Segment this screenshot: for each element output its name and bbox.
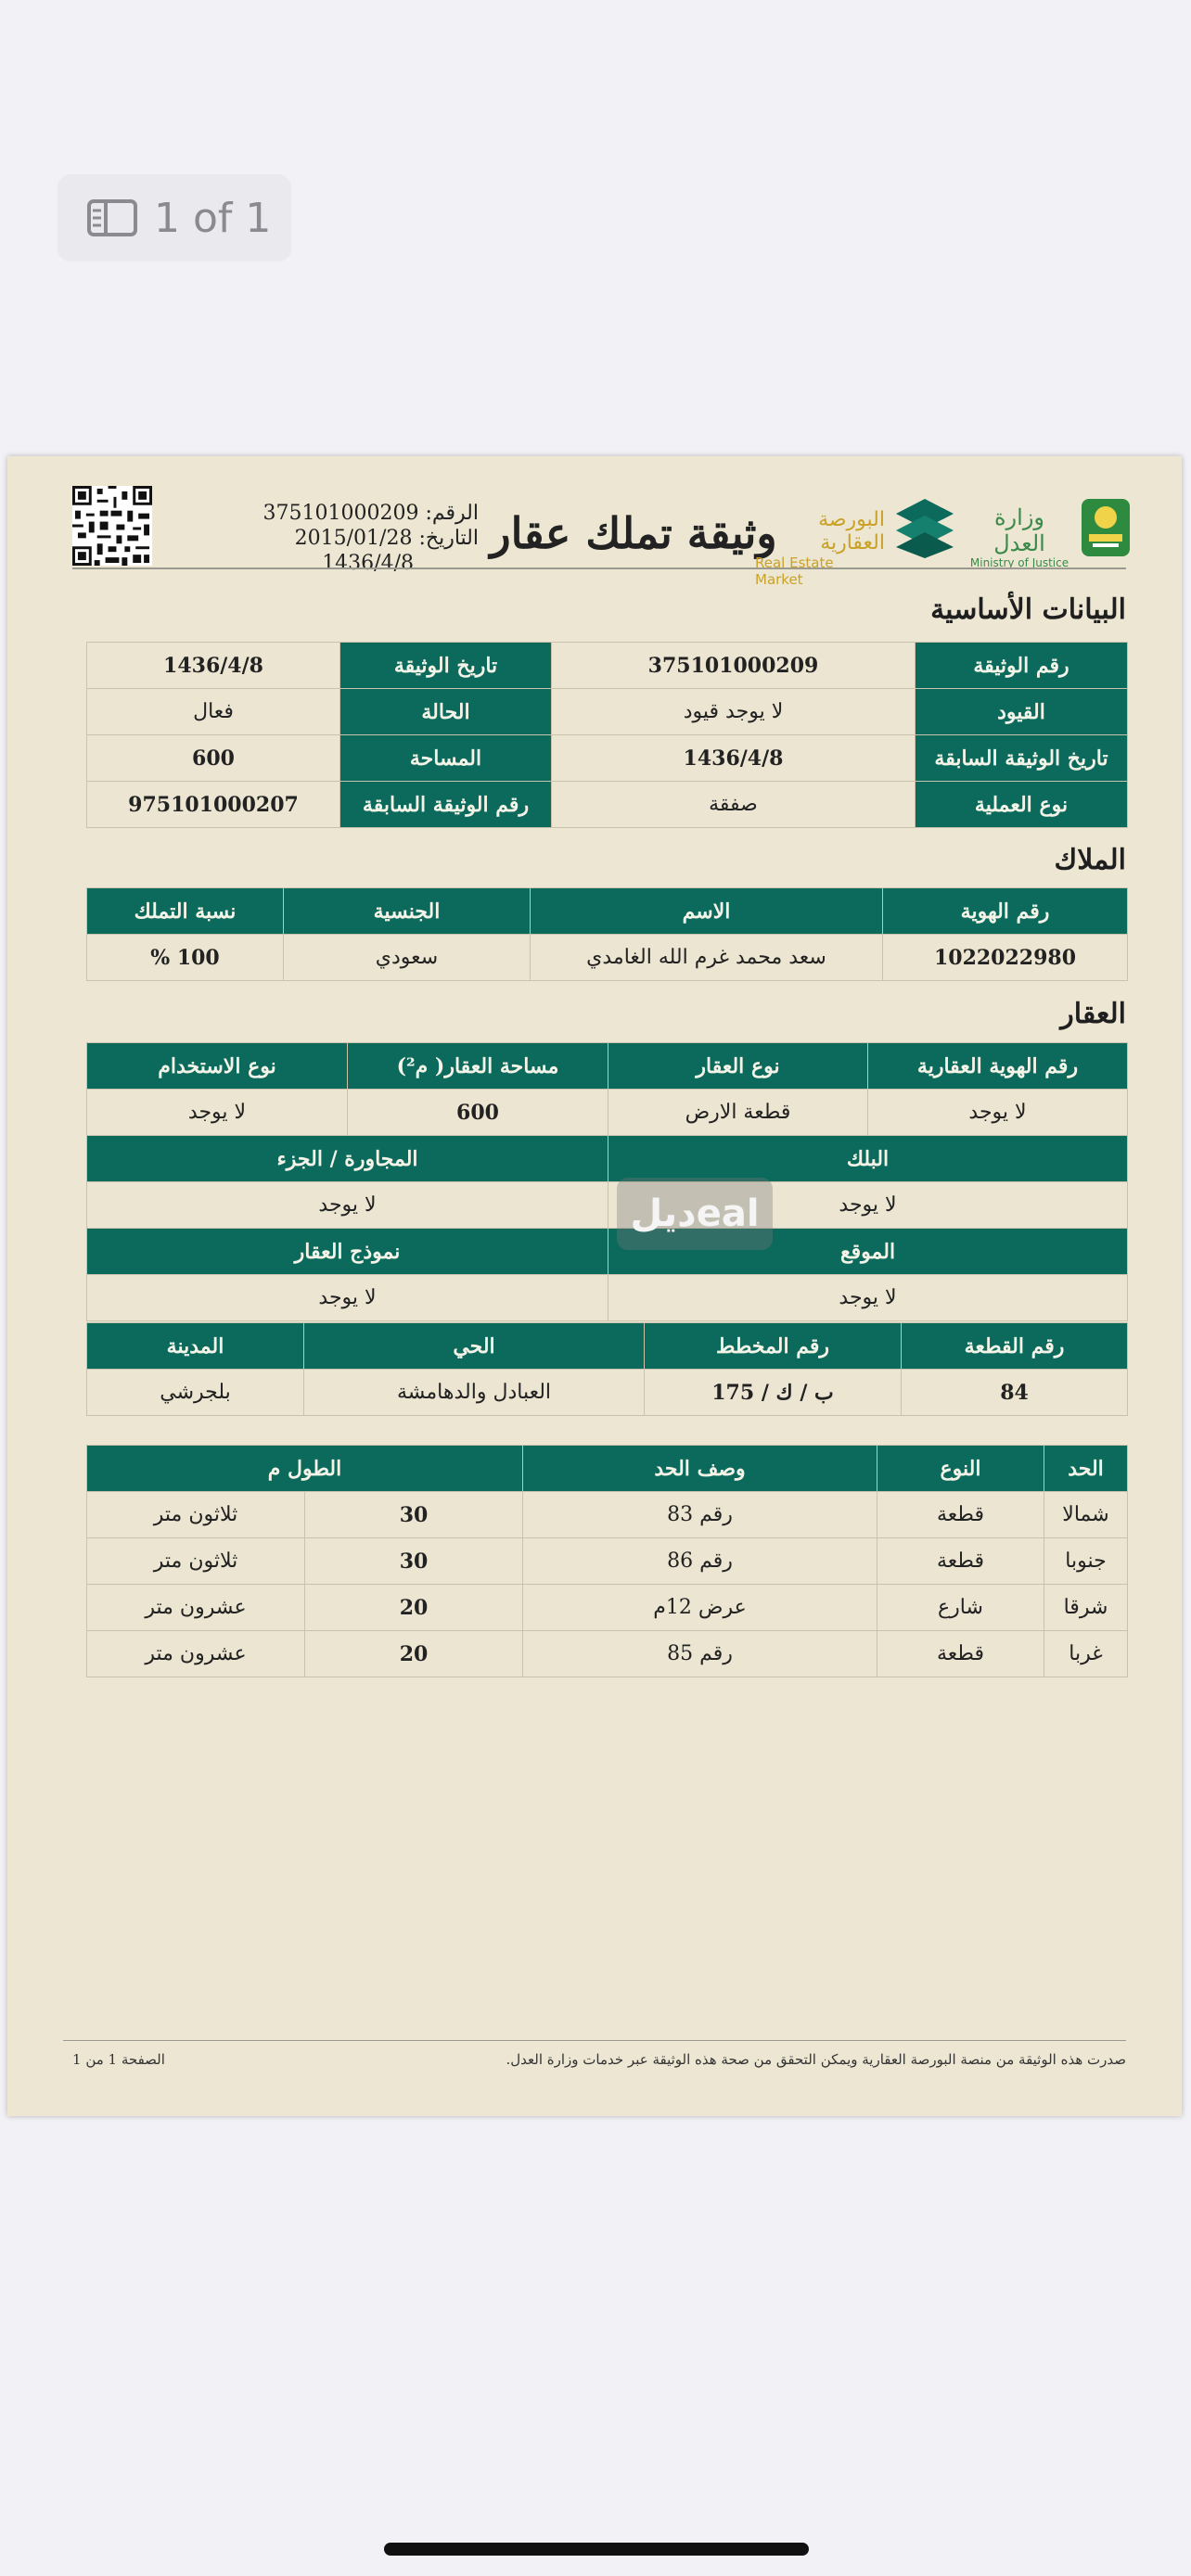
cell-value: قطعة الارض [608, 1090, 868, 1136]
cell-value: 600 [87, 735, 340, 782]
bound-type: شارع [877, 1585, 1044, 1631]
bound-length-text: ثلاثون متر [87, 1492, 305, 1538]
emblem-icon [1080, 497, 1132, 558]
bound-desc: رقم 83 [523, 1492, 877, 1538]
home-indicator[interactable] [384, 2543, 809, 2556]
cell-label: نوع العملية [916, 782, 1128, 828]
cell-label: القيود [916, 689, 1128, 735]
table-header-row [87, 1323, 1128, 1370]
column-header: البلك [608, 1136, 1128, 1182]
column-header: المجاورة / الجزء [87, 1136, 608, 1182]
building-blocks-icon [892, 495, 957, 560]
document-header [63, 477, 1126, 588]
cell-value: لا يوجد [87, 1090, 348, 1136]
location-table [86, 1322, 1128, 1416]
owner-nationality: سعودي [284, 935, 531, 981]
real-estate-market-logo [755, 508, 885, 588]
column-header: وصف الحد [523, 1446, 877, 1492]
cell-value: 975101000207 [87, 782, 340, 828]
table-header-row [87, 1136, 1128, 1182]
logos [755, 490, 1126, 588]
column-header: رقم القطعة [902, 1323, 1128, 1370]
table-header-row [87, 1446, 1128, 1492]
bound-length-text: عشرون متر [87, 1585, 305, 1631]
table-row [87, 782, 1128, 828]
ownership-percent: 100 % [87, 935, 284, 981]
moj-logo-en: Ministry of Justice [969, 556, 1069, 569]
cell-label: رقم الوثيقة السابقة [340, 782, 552, 828]
page-number: الصفحة 1 من 1 [72, 2051, 165, 2068]
document-meta [191, 501, 479, 576]
bound-type: قطعة [877, 1492, 1044, 1538]
table-row [87, 1585, 1128, 1631]
column-header: الجنسية [284, 888, 531, 935]
bound-desc: عرض 12م [523, 1585, 877, 1631]
basic-data-title: البيانات الأساسية [930, 593, 1126, 626]
column-header: نموذج العقار [87, 1229, 608, 1275]
plot-number: 84 [902, 1370, 1128, 1416]
number-label: الرقم: [425, 502, 479, 525]
bound-length-text: عشرون متر [87, 1631, 305, 1677]
cell-value: 600 [348, 1090, 608, 1136]
bound-desc: رقم 86 [523, 1538, 877, 1585]
basic-data-table [86, 642, 1128, 828]
bounds-table [86, 1445, 1128, 1677]
bound-length: 20 [305, 1585, 523, 1631]
date-value: 2015/01/28 [294, 527, 413, 550]
owner-name: سعد محمد غرم الله الغامدي [531, 935, 883, 981]
column-header: نوع العقار [608, 1043, 868, 1090]
plan-number: ب / ك / 175 [645, 1370, 902, 1416]
cell-value: فعال [87, 689, 340, 735]
column-header: الحد [1044, 1446, 1128, 1492]
bound-side: شرقا [1044, 1585, 1128, 1631]
column-header: رقم المخطط [645, 1323, 902, 1370]
column-header: نسبة التملك [87, 888, 284, 935]
table-row [87, 1370, 1128, 1416]
cell-label: تاريخ الوثيقة السابقة [916, 735, 1128, 782]
district: العبادل والدهامشة [304, 1370, 645, 1416]
cell-value: لا يوجد [87, 1182, 608, 1229]
watermark: ديلeal [617, 1178, 773, 1250]
footer-divider [63, 2040, 1126, 2041]
bound-type: قطعة [877, 1538, 1044, 1585]
bound-length: 30 [305, 1492, 523, 1538]
document-page [7, 456, 1182, 2116]
ministry-of-justice-logo [968, 504, 1070, 569]
cell-label: رقم الوثيقة [916, 643, 1128, 689]
footer-note: صدرت هذه الوثيقة من منصة البورصة العقارية ويمكن التحقق من صحة هذه الوثيقة عبر خدمات وزارة العدل. [506, 2051, 1126, 2068]
column-header: المدينة [87, 1323, 304, 1370]
column-header: رقم الهوية [883, 888, 1128, 935]
owners-title: الملاك [1054, 844, 1126, 876]
cell-label: تاريخ الوثيقة [340, 643, 552, 689]
table-row [87, 935, 1128, 981]
column-header: النوع [877, 1446, 1044, 1492]
sidebar-icon [87, 199, 137, 236]
bound-length: 20 [305, 1631, 523, 1677]
bound-side: غربا [1044, 1631, 1128, 1677]
table-row [87, 1631, 1128, 1677]
date-label: التاريخ: [418, 527, 479, 550]
cell-value: 1436/4/8 [87, 643, 340, 689]
number-value: 375101000209 [263, 502, 419, 525]
column-header: الاسم [531, 888, 883, 935]
column-header: الموقع [608, 1229, 1128, 1275]
cell-value: لا يوجد [608, 1275, 1128, 1321]
column-header: الحي [304, 1323, 645, 1370]
table-row [87, 643, 1128, 689]
cell-value: لا يوجد قيود [552, 689, 916, 735]
table-row [87, 1538, 1128, 1585]
table-header-row [87, 1229, 1128, 1275]
city: بلجرشي [87, 1370, 304, 1416]
document-footer [63, 2040, 1126, 2068]
document-title: وثيقة تملك عقار [490, 508, 777, 558]
cell-value: لا يوجد [87, 1275, 608, 1321]
property-title: العقار [1060, 998, 1126, 1030]
hijri-date: 1436/4/8 [322, 552, 414, 575]
table-header-row [87, 888, 1128, 935]
column-header: نوع الاستخدام [87, 1043, 348, 1090]
header-divider [72, 567, 1126, 569]
cell-value: لا يوجد [608, 1182, 1128, 1229]
rem-logo-ar: البورصة العقارية [818, 508, 885, 555]
bound-length: 30 [305, 1538, 523, 1585]
table-row [87, 1090, 1128, 1136]
table-row [87, 689, 1128, 735]
bound-desc: رقم 85 [523, 1631, 877, 1677]
cell-label: المساحة [340, 735, 552, 782]
property-table [86, 1042, 1128, 1321]
bound-type: قطعة [877, 1631, 1044, 1677]
cell-value: 375101000209 [552, 643, 916, 689]
moj-logo-ar: وزارة العدل [993, 504, 1045, 556]
cell-value: صفقة [552, 782, 916, 828]
bound-length-text: ثلاثون متر [87, 1538, 305, 1585]
table-row [87, 1275, 1128, 1321]
cell-label: الحالة [340, 689, 552, 735]
table-row [87, 735, 1128, 782]
cell-value: 1436/4/8 [552, 735, 916, 782]
page-indicator[interactable] [58, 174, 291, 261]
cell-value: لا يوجد [868, 1090, 1128, 1136]
table-header-row [87, 1043, 1128, 1090]
table-row [87, 1492, 1128, 1538]
table-row [87, 1182, 1128, 1229]
column-header: مساحة العقار( م²) [348, 1043, 608, 1090]
owner-id: 1022022980 [883, 935, 1128, 981]
bound-side: شمالا [1044, 1492, 1128, 1538]
qr-code-icon [72, 486, 152, 566]
column-header: رقم الهوية العقارية [868, 1043, 1128, 1090]
rem-logo-en: Real Estate Market [755, 555, 834, 588]
bound-side: جنوبا [1044, 1538, 1128, 1585]
owners-table [86, 887, 1128, 981]
page-indicator-text: 1 of 1 [154, 194, 272, 242]
column-header: الطول م [87, 1446, 523, 1492]
